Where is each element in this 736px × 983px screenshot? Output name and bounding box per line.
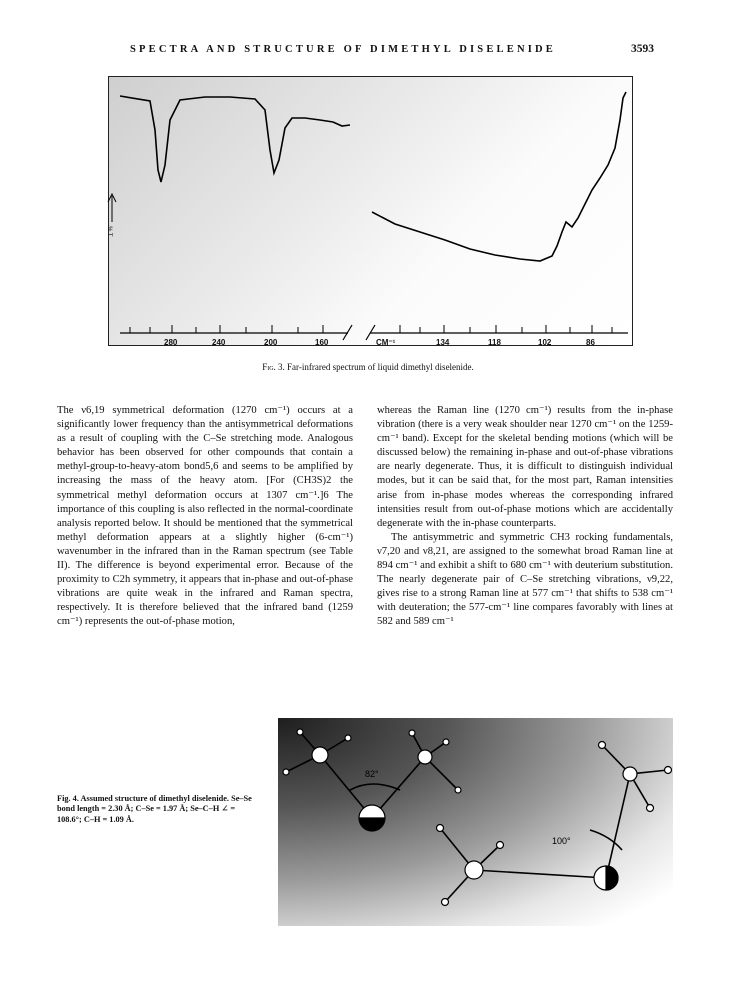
bond-angle-label: 82° [365,769,379,779]
axis-tick-label: 86 [586,338,595,347]
figure-4-caption: Fig. 4. Assumed structure of dimethyl diselenide. Se–Se bond length = 2.30 Å; C–Se = 1.97 Å; Se–C–H ∠ = 108.6°; C–H = 1.09 Å. [57,794,252,824]
transmittance-label: % T [106,226,112,237]
paragraph: The antisymmetric and symmetric CH3 rocking fundamentals, ν7,20 and ν8,21, are assigned to the somewhat broad Raman line at 894 cm⁻¹ and exhibit a shift to 680 cm⁻¹ with deuterium substitution. The nearly degenerate pair of C–Se stretching vibrations, ν9,22, gives rise to a strong Raman line at 577 cm⁻¹ that shifts to 538 cm⁻¹ with deuteration; the 577-cm⁻¹ line compares favorably with lines at 582 and 589 cm⁻¹ [377,531,673,628]
bond-angle-label: 100° [552,836,571,846]
axis-tick-label: 280 [164,338,178,347]
axis-tick-label: 134 [436,338,450,347]
paragraph: The ν6,19 symmetrical deformation (1270 cm⁻¹) occurs at a significantly lower frequency than the antisymmetrical deformations as a result of coupling with the C–Se stretching mode. Analogous behavior has been observed for other compounds that contain a methyl-group-to-heavy-atom bond5,6 and seems to be amplified by increasing the mass of the heavy atom. [For (CH3S)2 the symmetrical methyl deformation occurs at 1307 cm⁻¹.]6 The importance of this coupling is also reflected in the normal-coordinate analysis reported below. It should be mentioned that the symmetrical methyl deformation appears at a slightly higher (6-cm⁻¹) wavenumber in the infrared than in the Raman spectrum (see Table II). The difference is beyond experimental error. Because of the proximity to C2h symmetry, it appears that in-phase and out-of-phase vibrations are quite weak in the infrared and Raman spectra, respectively. It is therefore believed that the infrared band (1259 cm⁻¹) represents the out-of-phase motion, [57,405,353,628]
axis-tick-label: 240 [212,338,226,347]
running-header: SPECTRA AND STRUCTURE OF DIMETHYL DISELENIDE [130,44,557,55]
axis-tick-label: 200 [264,338,278,347]
axis-tick-label: 160 [315,338,329,347]
axis-unit-label: CM⁻¹ [376,338,396,347]
axis-tick-label: 102 [538,338,552,347]
axis-tick-label: 118 [488,338,501,347]
page-number: 3593 [631,43,654,55]
figure-3-label: Fig. 3. [262,362,285,372]
paragraph: whereas the Raman line (1270 cm⁻¹) results from the in-phase vibration (there is a very weak shoulder near 1270 cm⁻¹ on the 1259-cm⁻¹ band). Except for the skeletal bending motions (which will be discussed below) the remaining in-phase and out-of-phase vibrations are nearly degenerate. Thus, it is difficult to distinguish individual modes, but it can be said that, for the most part, Raman intensities arise from in-phase modes whereas the corresponding infrared intensities result from out-of-phase motions which are accidentally degenerate with the in-phase counterparts. [377,405,673,529]
figure-3-caption-text: Far-infrared spectrum of liquid dimethyl diselenide. [287,362,474,372]
